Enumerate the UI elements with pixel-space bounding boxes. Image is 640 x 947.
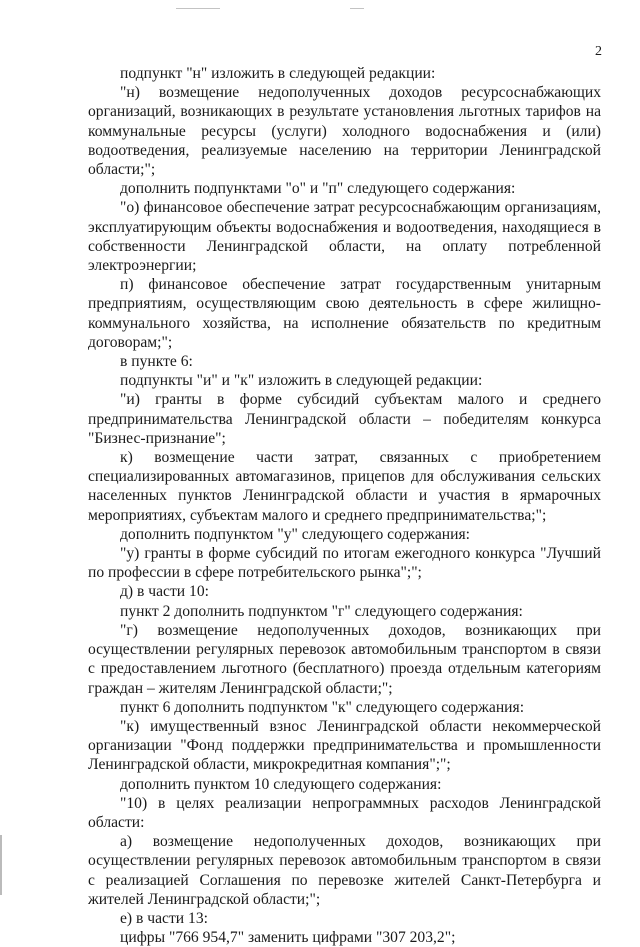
paragraph: "у) гранты в форме субсидий по итогам ежегодного конкурса "Лучший по профессии в сфере потребительского рынка";"; — [88, 545, 601, 582]
paragraph: дополнить подпунктами "о" и "п" следующего содержания: — [120, 180, 516, 198]
paragraph: "10) в целях реализации непрограммных расходов Ленинградской области: — [88, 794, 601, 831]
document-body — [88, 64, 601, 947]
paragraph: а) возмещение недополученных доходов, возникающих при осуществлении регулярных перевозок автомобильным транспортом в связи с реализацией Соглашения по перевозке жителей Санкт-Петербурга и жителей Ленинградской области;"; — [88, 833, 601, 908]
paragraph: пункт 2 дополнить подпунктом "г" следующего содержания: — [120, 602, 523, 620]
paragraph: подпункт "н" изложить в следующей редакции: — [120, 65, 436, 82]
paragraph: "к) имущественный взнос Ленинградской области некоммерческой организации "Фонд поддержки предпринимательства и промышленности Ленинградской области, микрокредитная компания";"; — [88, 717, 601, 774]
paragraph: "и) гранты в форме субсидий субъектам малого и среднего предпринимательства Ленинградской области – победителям конкурса "Бизнес-признание"; — [88, 391, 601, 447]
paragraph: п) финансовое обеспечение затрат государственным унитарным предприятиям, осуществляющим свою деятельность в сфере жилищно-коммунального хозяйства, на исполнение обязательств по кредитным договорам;"; — [88, 276, 601, 351]
paragraph: "о) финансовое обеспечение затрат ресурсоснабжающим организациям, эксплуатирующим объекты водоснабжения и водоотведения, находящиеся в собственности Ленинградской области, на оплату потребленной электроэнергии; — [88, 199, 601, 275]
paragraph: е) в части 13: — [120, 909, 208, 927]
paragraph: пункт 6 дополнить подпунктом "к" следующего содержания: — [120, 698, 525, 716]
scan-artifact — [176, 8, 220, 9]
paragraph: "г) возмещение недополученных доходов, возникающих при осуществлении регулярных перевозок автомобильным транспортом в связи с предоставлением льготного (бесплатного) проезда отдельным категориям граждан – жителям Ленинградской области;"; — [88, 621, 601, 697]
scan-edge — [0, 835, 2, 895]
paragraph: дополнить пунктом 10 следующего содержания: — [120, 775, 442, 793]
paragraph: "н) возмещение недополученных доходов ресурсоснабжающих организаций, возникающих в результате установления льготных тарифов на коммунальные ресурсы (услуги) холодного водоснабжения и (или) водоотведения, реализуемые населению на территории Ленинградской области;"; — [88, 84, 601, 179]
paragraph: к) возмещение части затрат, связанных с приобретением специализированных автомагазинов, прицепов для обслуживания сельских населенных пунктов Ленинградской области и участия в ярмарочных мероприятиях, субъектам малого и среднего предпринимательства;"; — [88, 449, 601, 524]
paragraph: в пункте 6: — [120, 353, 193, 371]
paragraph: д) в части 10: — [120, 583, 209, 601]
page-number: 2 — [595, 44, 602, 59]
paragraph: подпункты "и" и "к" изложить в следующей редакции: — [120, 372, 483, 390]
scan-artifact — [350, 8, 364, 9]
paragraph: дополнить подпунктом "у" следующего содержания: — [120, 525, 470, 543]
paragraph: цифры "766 954,7" заменить цифрами "307 203,2"; — [120, 929, 456, 947]
